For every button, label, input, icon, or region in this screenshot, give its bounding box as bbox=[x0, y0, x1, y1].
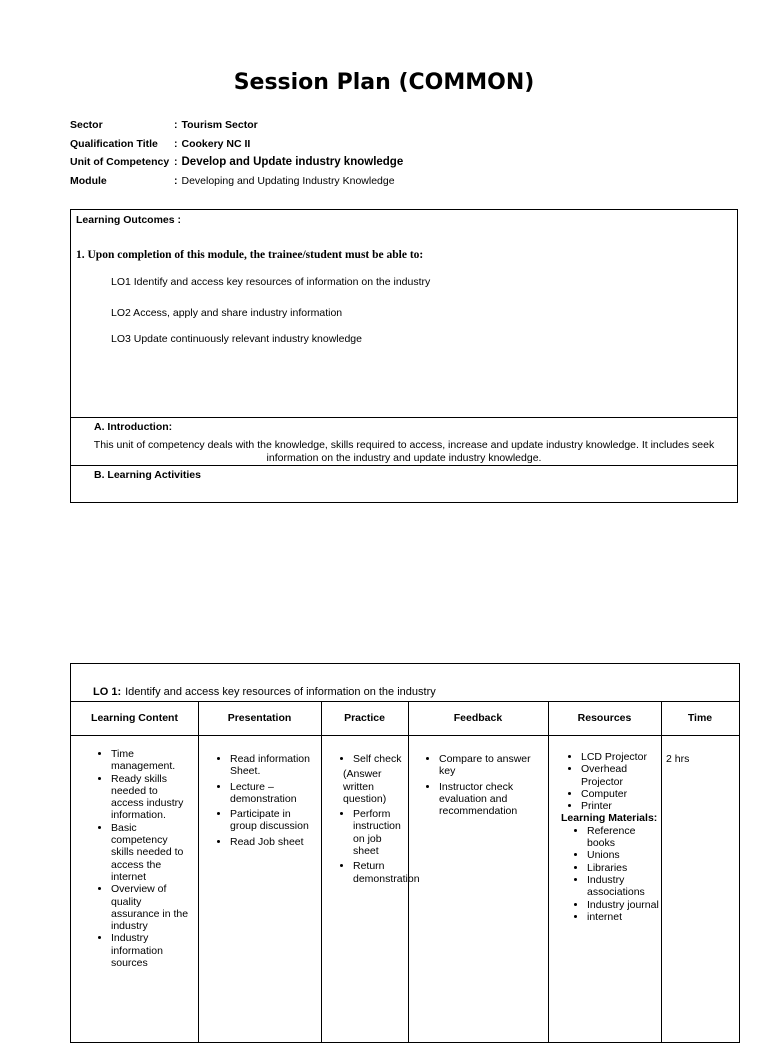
unit-value: Develop and Update industry knowledge bbox=[181, 156, 404, 169]
lo1-item: LO1 Identify and access key resources of information on the industry bbox=[111, 276, 431, 288]
sector-separator: : bbox=[174, 119, 178, 132]
page-title: Session Plan (COMMON) bbox=[233, 70, 535, 95]
list-item: • Industry associations bbox=[587, 874, 659, 899]
sector-value: Tourism Sector bbox=[181, 119, 258, 132]
column-divider bbox=[548, 701, 549, 1042]
practice-note: (Answer written question) bbox=[343, 768, 387, 805]
learning-content-cell bbox=[91, 748, 191, 969]
column-divider bbox=[661, 701, 662, 1042]
meta-qualification bbox=[70, 135, 730, 154]
unit-label: Unit of Competency bbox=[70, 156, 170, 169]
list-item: • Overhead Projector bbox=[581, 763, 659, 788]
lo1-table-title bbox=[93, 686, 436, 698]
list-item: • Self check bbox=[353, 753, 405, 765]
lo3-item: LO3 Update continuously relevant industry knowledge bbox=[111, 333, 362, 345]
activities-divider bbox=[71, 465, 737, 466]
module-separator: : bbox=[174, 174, 178, 187]
col-header-learning-content: Learning Content bbox=[91, 712, 178, 724]
list-item: • Reference books bbox=[587, 825, 659, 850]
list-item: • Ready skills needed to access industry information. bbox=[111, 773, 191, 822]
introduction-heading: A. Introduction: bbox=[94, 421, 173, 433]
learning-activities-heading: B. Learning Activities bbox=[94, 469, 201, 481]
col-header-practice: Practice bbox=[344, 712, 385, 724]
col-header-resources: Resources bbox=[577, 712, 632, 724]
column-divider bbox=[408, 701, 409, 1042]
list-item: • Basic competency skills needed to access the internet bbox=[111, 822, 191, 883]
qualification-value: Cookery NC II bbox=[181, 137, 251, 150]
table-header-bottom-border bbox=[71, 735, 739, 736]
list-item: • Instructor check evaluation and recommendation bbox=[439, 781, 543, 818]
qualification-label: Qualification Title bbox=[70, 137, 158, 150]
learning-outcomes-heading: Learning Outcomes : bbox=[76, 214, 182, 226]
list-item: • Read information Sheet. bbox=[230, 753, 320, 778]
col-header-presentation: Presentation bbox=[227, 712, 292, 724]
list-item: • Unions bbox=[587, 849, 659, 861]
introduction-text: This unit of competency deals with the knowledge, skills required to access, increase and update industry knowledge. It includes seek information on the industry and update industry knowledge. bbox=[93, 439, 715, 464]
lo2-item: LO2 Access, apply and share industry information bbox=[111, 307, 343, 319]
list-item: • internet bbox=[587, 911, 659, 923]
list-item: • Libraries bbox=[587, 862, 659, 874]
introduction-divider bbox=[71, 417, 737, 418]
module-label: Module bbox=[70, 174, 107, 187]
practice-cell bbox=[333, 753, 420, 885]
list-item: • Lecture – demonstration bbox=[230, 781, 320, 806]
sector-label: Sector bbox=[70, 119, 103, 132]
feedback-cell bbox=[419, 753, 543, 820]
list-item: • Time management. bbox=[111, 748, 191, 773]
list-item: • Computer bbox=[581, 788, 659, 800]
presentation-cell bbox=[210, 753, 320, 851]
list-item: • Return demonstration bbox=[353, 860, 405, 885]
lo1-title-text: Identify and access key resources of information on the industry bbox=[125, 686, 436, 698]
meta-sector bbox=[70, 116, 730, 135]
list-item: • Read Job sheet bbox=[230, 836, 320, 848]
session-meta bbox=[70, 116, 730, 190]
list-item: • Industry information sources bbox=[111, 932, 191, 969]
lo1-table bbox=[70, 663, 740, 1043]
list-item: • Printer bbox=[581, 800, 659, 812]
column-divider bbox=[321, 701, 322, 1042]
column-divider bbox=[198, 701, 199, 1042]
list-item: • Compare to answer key bbox=[439, 753, 543, 778]
learning-materials-label: Learning Materials: bbox=[561, 812, 658, 825]
list-item: • Perform instruction on job sheet bbox=[353, 808, 405, 857]
unit-separator: : bbox=[174, 156, 178, 169]
col-header-feedback: Feedback bbox=[453, 712, 503, 724]
list-item: • Overview of quality assurance in the industry bbox=[111, 883, 191, 932]
meta-module bbox=[70, 172, 730, 191]
list-item: • Industry journal bbox=[587, 899, 659, 911]
time-cell: 2 hrs bbox=[666, 753, 690, 765]
outcomes-statement: 1. Upon completion of this module, the trainee/student must be able to: bbox=[76, 249, 424, 261]
list-item: • LCD Projector bbox=[581, 751, 659, 763]
module-value: Developing and Updating Industry Knowledge bbox=[181, 174, 395, 187]
list-item: • Participate in group discussion bbox=[230, 808, 320, 833]
qualification-separator: : bbox=[174, 137, 178, 150]
learning-outcomes-box bbox=[70, 209, 738, 503]
lo1-title-label: LO 1: bbox=[93, 686, 122, 698]
resources-cell bbox=[561, 751, 659, 923]
meta-unit bbox=[70, 153, 730, 172]
col-header-time: Time bbox=[687, 712, 713, 724]
